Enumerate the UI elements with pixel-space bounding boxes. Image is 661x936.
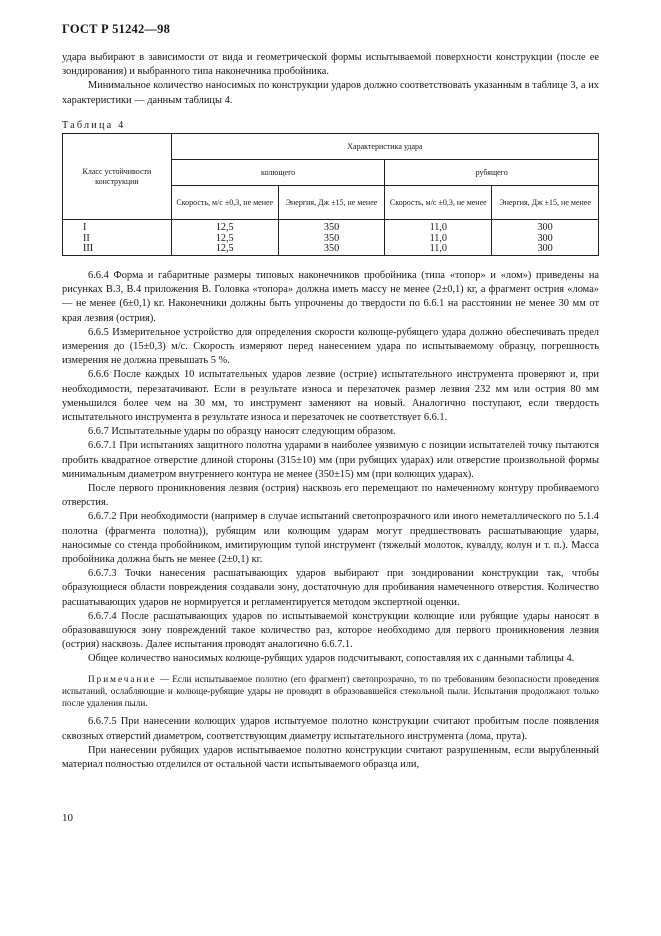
intro-paragraph-2: Минимальное количество наносимых по конструкции ударов должно соответствовать указанным в таблице 3, а их характеристики — данным таблицы 4.: [62, 80, 599, 106]
cell-speed-chop: 11,0: [385, 244, 492, 255]
intro-paragraph-1: удара выбирают в зависимости от вида и геометрической формы испытываемой поверхности конструкции (после ее зондирования) и выбранного типа наконечника пробойника.: [62, 52, 599, 78]
page-number: 10: [62, 812, 73, 824]
note-label: Примечание: [88, 673, 157, 684]
paragraph-total-count: Общее количество наносимых колюще-рубящих ударов подсчитывают, сопоставляя их с данными таблицы 4.: [88, 653, 575, 665]
main-text: [62, 269, 599, 772]
paragraph-contour: После первого проникновения лезвия (острия) насквозь его перемещают по намеченному контуру пробиваемого отверстия.: [62, 483, 599, 509]
header-stabbing: колющего: [171, 160, 385, 186]
cell-speed-chop: 11,0: [385, 234, 492, 245]
cell-speed-stab: 12,5: [171, 244, 278, 255]
cell-energy-stab: 350: [278, 220, 385, 234]
table-row: [63, 244, 599, 255]
table-4: [62, 133, 599, 256]
header-speed-stab: Скорость, м/с ±0,3, не менее: [171, 186, 278, 220]
document-header: ГОСТ Р 51242—98: [62, 22, 171, 36]
cell-energy-chop: 300: [492, 234, 599, 245]
table-caption: Таблица 4: [62, 120, 126, 131]
cell-speed-stab: 12,5: [171, 220, 278, 234]
header-impact: Характеристика удара: [171, 134, 598, 160]
cell-class: III: [63, 244, 172, 255]
paragraph-6-6-7-2: 6.6.7.2 При необходимости (например в случае испытаний светопрозрачного или иного неметаллического по 5.1.4 полотна (фрагмента полотна)), рубящим или колющим ударам могут предшествовать расшатывающие удары, наносимые со стенда пробойником, имитирующим тупой инструмент (тяжелый молоток, кувалду, колун и т. п.). Масса пробойника должна быть не менее (2±0,1) кг.: [62, 511, 599, 566]
cell-class: II: [63, 234, 172, 245]
intro-text: [62, 51, 599, 108]
cell-energy-chop: 300: [492, 220, 599, 234]
paragraph-6-6-7: 6.6.7 Испытательные удары по образцу наносят следующим образом.: [88, 426, 396, 438]
header-class: Класс устойчивости конструкции: [63, 134, 172, 220]
paragraph-6-6-7-1: 6.6.7.1 При испытаниях защитного полотна ударами в наиболее уязвимую с позиции испытателей точку пытаются пробить квадратное отверстие длиной стороны (315±10) мм (при рубящих ударах) или отверстие произвольной формы минимальным диаметром внутреннего контура не менее (350±15) мм (при колющих ударах).: [62, 440, 599, 480]
cell-energy-chop: 300: [492, 244, 599, 255]
paragraph-6-6-4: 6.6.4 Форма и габаритные размеры типовых наконечников пробойника (типа «топор» и «лом») приведены на рисунках В.3, В.4 приложения В. Головка «топора» должна иметь массу не менее (2±0,1) кг, а фрагмент острия «лома» — не менее (6±0,1) кг. Наконечники должны быть упрочнены до твердости по 6.6.1 на расстоянии не менее 30 мм от края лезвия (острия).: [62, 270, 599, 324]
header-energy-chop: Энергия, Дж ±15, не менее: [492, 186, 599, 220]
cell-speed-stab: 12,5: [171, 234, 278, 245]
paragraph-6-6-6: 6.6.6 После каждых 10 испытательных ударов лезвие (острие) испытательного инструмента проверяют и, при необходимости, перезатачивают. Если в результате износа и перезаточек размер лезвия 232 мм или острия 80 мм уменьшился более чем на 30 мм, то инструмент заменяют на новый. Аналогично поступают, если твердость испытательного инструмента в результате износа и перезаточек не соответствует 6.6.1.: [62, 369, 599, 424]
paragraph-6-6-7-3: 6.6.7.3 Точки нанесения расшатывающих ударов выбирают при зондировании конструкции так, чтобы образующиеся области повреждения создавали зону, достаточную для пробивания намеченного отверстия. Количество расшатывающих ударов не нормируется и регламентируется методом экспертной оценки.: [62, 568, 599, 608]
paragraph-6-6-7-5: 6.6.7.5 При нанесении колющих ударов испытуемое полотно конструкции считают пробитым после появления сквозных отверстий диаметром, соответствующим диаметру испытательного инструмента (лома, прута).: [62, 716, 599, 742]
header-energy-stab: Энергия, Дж ±15, не менее: [278, 186, 385, 220]
cell-class: I: [63, 220, 172, 234]
paragraph-6-6-7-4: 6.6.7.4 После расшатывающих ударов по испытываемой конструкции колющие или рубящие удары наносят в образовавшуюся зону повреждений такое количество раз, которое необходимо для первого проникновения лезвия (острия) насквозь. Далее испытания проводят аналогично 6.6.7.1.: [62, 610, 599, 651]
cell-energy-stab: 350: [278, 234, 385, 245]
header-chopping: рубящего: [385, 160, 599, 186]
header-speed-chop: Скорость, м/с ±0,3, не менее: [385, 186, 492, 220]
cell-energy-stab: 350: [278, 244, 385, 255]
paragraph-chopping: При нанесении рубящих ударов испытываемое полотно конструкции считают разрушенным, если вырубленный материал полностью отделился от остальной части испытываемого образца или,: [62, 744, 599, 770]
table-row: [63, 220, 599, 234]
note: [62, 673, 599, 710]
note-text: — Если испытываемое полотно (его фрагмент) светопрозрачно, то по требованиям безопасности проведения испытаний, ослабляющие и колюще-рубящие удары не проводят в образовавшейся стекольной пыли. Испытания продолжают только после удаления пыли.: [62, 673, 599, 709]
cell-speed-chop: 11,0: [385, 220, 492, 234]
paragraph-6-6-5: 6.6.5 Измерительное устройство для определения скорости колюще-рубящего удара должно обеспечивать предел измерения до (15±0,3) м/с. Скорость измеряют перед нанесением удара по испытываемому образцу, погрешность измерения не должна превышать 5 %.: [62, 326, 599, 367]
